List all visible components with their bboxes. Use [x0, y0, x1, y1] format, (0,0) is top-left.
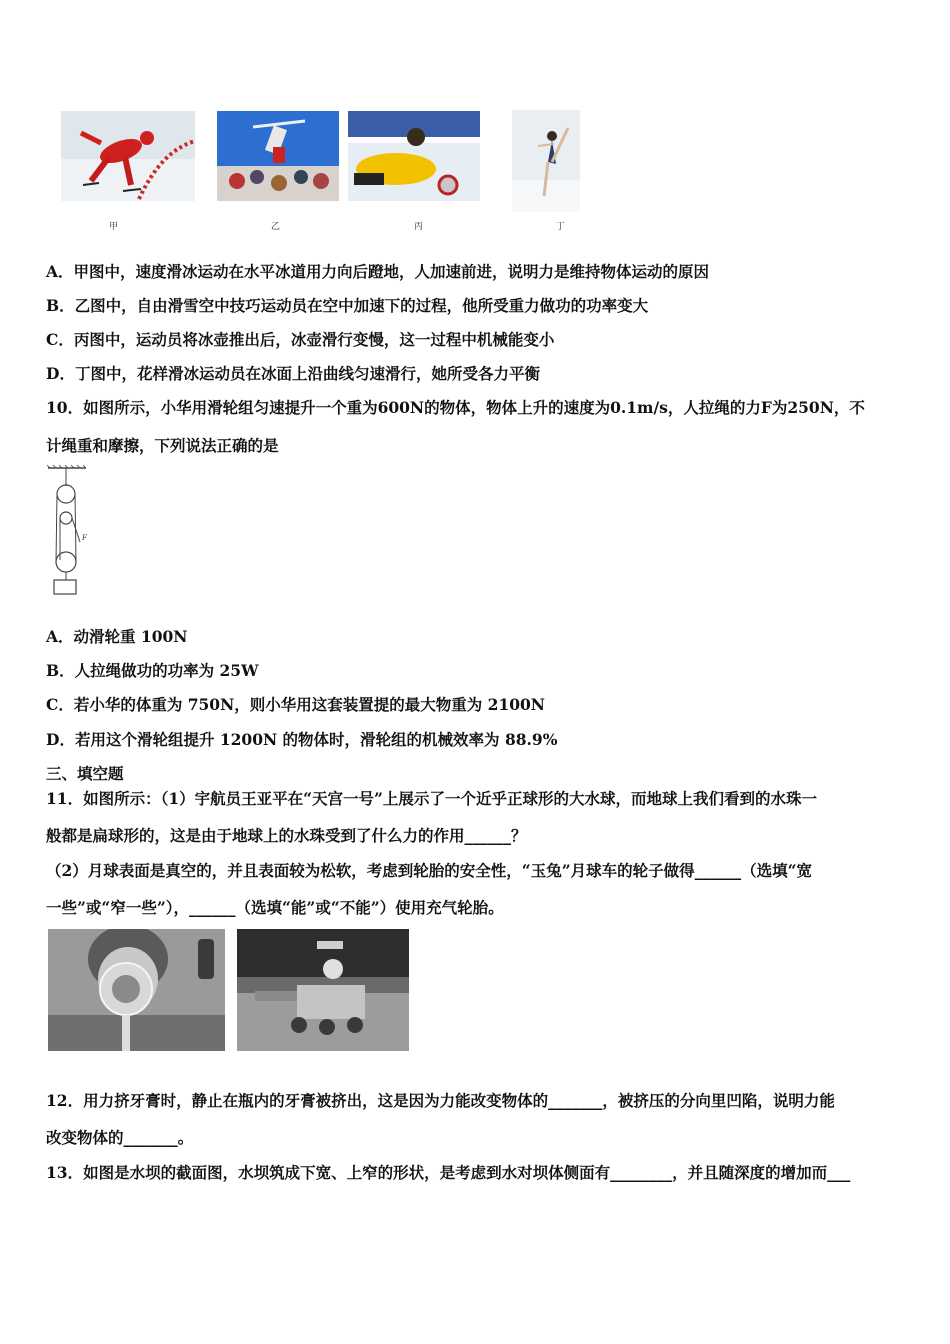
- section-title: 三、填空题: [46, 764, 124, 783]
- q12-line1: 12．用力挤牙膏时，静止在瓶内的牙膏被挤出，这是因为力能改变物体的_______，被挤压的分向里凹陷，说明力能: [46, 1091, 835, 1110]
- astronaut-water-ball-photo: [48, 929, 225, 1051]
- curling-photo: [348, 111, 480, 201]
- q11-line3: （2）月球表面是真空的，并且表面较为松软，考虑到轮胎的安全性，“玉兔”月球车的轮子做得______（选填“宽: [46, 861, 813, 880]
- q10-option-a: A．动滑轮重 100N: [46, 627, 188, 646]
- caption-bing: 丙: [414, 222, 424, 232]
- q11-line4: 一些”或“窄一些”），______（选填“能”或“不能”）使用充气轮胎。: [46, 898, 504, 917]
- caption-jia: 甲: [109, 222, 119, 232]
- q11-line1: 11．如图所示：（1）宇航员王亚平在“天宫一号”上展示了一个近乎正球形的大水球，而地球上我们看到的水珠一: [46, 789, 817, 808]
- q10-stem-line1: 10．如图所示，小华用滑轮组匀速提升一个重为600N的物体，物体上升的速度为0.1m/s，人拉绳的力F为250N，不: [46, 398, 865, 417]
- pulley-system-diagram: [44, 464, 96, 598]
- speed-skating-photo: [61, 111, 195, 201]
- q13-line1: 13．如图是水坝的截面图，水坝筑成下宽、上窄的形状，是考虑到水对坝体侧面有________，并且随深度的增加而___: [46, 1163, 851, 1182]
- q9-option-a: A．甲图中，速度滑冰运动在水平冰道用力向后蹬地，人加速前进，说明力是维持物体运动的原因: [46, 262, 710, 281]
- q12-line2: 改变物体的_______。: [46, 1128, 194, 1147]
- caption-yi: 乙: [271, 222, 281, 232]
- q10-option-c: C．若小华的体重为 750N，则小华用这套装置提的最大物重为 2100N: [46, 695, 545, 714]
- q9-option-c: C．丙图中，运动员将冰壶推出后，冰壶滑行变慢，这一过程中机械能变小: [46, 330, 555, 349]
- q10-option-d: D．若用这个滑轮组提升 1200N 的物体时，滑轮组的机械效率为 88.9%: [46, 730, 558, 749]
- force-label: F: [82, 534, 87, 542]
- aerial-skiing-photo: [217, 111, 339, 201]
- lunar-rover-photo: [237, 929, 409, 1051]
- q10-stem-line2: 计绳重和摩擦，下列说法正确的是: [46, 436, 279, 455]
- figure-skating-photo: [512, 110, 580, 212]
- q9-option-d: D．丁图中，花样滑冰运动员在冰面上沿曲线匀速滑行，她所受各力平衡: [46, 364, 540, 383]
- q9-option-b: B．乙图中，自由滑雪空中技巧运动员在空中加速下的过程，他所受重力做功的功率变大: [46, 296, 649, 315]
- q11-line2: 般都是扁球形的，这是由于地球上的水珠受到了什么力的作用______？: [46, 826, 527, 845]
- q10-option-b: B．人拉绳做功的功率为 25W: [46, 661, 259, 680]
- caption-ding: 丁: [556, 222, 566, 232]
